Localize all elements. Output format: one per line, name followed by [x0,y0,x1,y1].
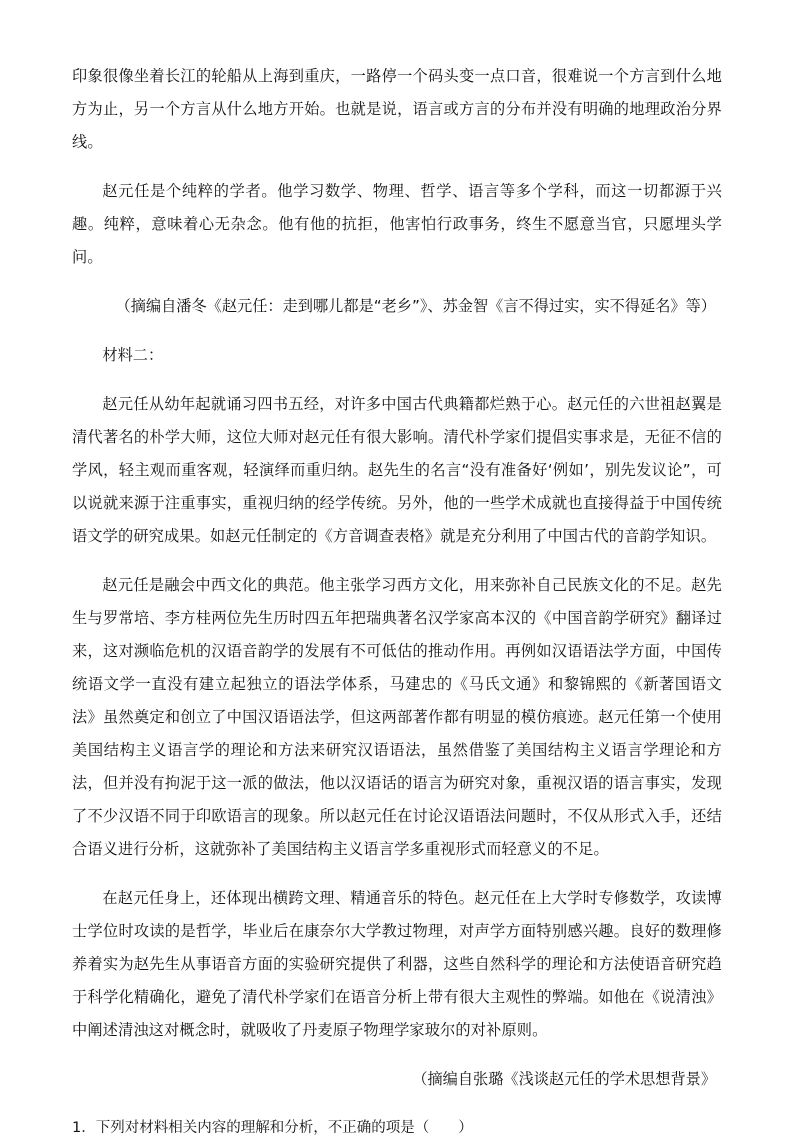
paragraph-science-and-music: 在赵元任身上，还体现出横跨文理、精通音乐的特色。赵元任在上大学时专修数学，攻读博士学位时攻读的是哲学，毕业后在康奈尔大学教过物理，对声学方面特别感兴趣。良好的数理修养着实为赵先生从事语音方面的实验研究提供了利器，这些自然科学的理论和方法使语音研究趋于科学化精确化，避免了清代朴学家们在语音分析上带有很大主观性的弊端。如他在《说清浊》中阐述清浊这对概念时，就吸收了丹麦原子物理学家玻尔的对补原则。 [72,889,722,1039]
source-citation-material1: （摘编自潘冬《赵元任：走到哪儿都是“老乡”》、苏金智《言不得过实，实不得延名》等） [115,297,716,315]
source-citation-material2: （摘编自张璐《浅谈赵元任的学术思想背景》 [412,1070,716,1088]
question-1-stem: 1．下列对材料相关内容的理解和分析，不正确的项是（ ） [72,1120,473,1136]
paragraph-east-west-fusion: 赵元任是融会中西文化的典范。他主张学习西方文化，用来弥补自己民族文化的不足。赵先生与罗常培、李方桂两位先生历时四五年把瑞典著名汉学家高本汉的《中国音韵学研究》翻译过来，这对濒临危机的汉语音韵学的发展有不可低估的推动作用。再例如汉语语法学方面，中国传统语文学一直没有建立起独立的语法学体系，马建忠的《马氏文通》和黎锦熙的《新著国语文法》虽然奠定和创立了中国汉语语法学，但这两部著作都有明显的模仿痕迹。赵元任第一个使用美国结构主义语言学的理论和方法来研究汉语语法，虽然借鉴了美国结构主义语言学理论和方法，但并没有拘泥于这一派的做法，他以汉语话的语言为研究对象，重视汉语的语言事实，发现了不少汉语不同于印欧语言的现象。所以赵元任在讨论汉语语法问题时，不仅从形式入手，还结合语义进行分析，这就弥补了美国结构主义语言学多重视形式而轻意义的不足。 [72,576,722,858]
paragraph-pure-scholar: 赵元任是个纯粹的学者。他学习数学、物理、哲学、语言等多个学科，而这一切都源于兴趣。纯粹，意味着心无杂念。他有他的抗拒，他害怕行政事务，终生不愿意当官，只愿埋头学问。 [72,182,722,266]
paragraph-classical-influence: 赵元任从幼年起就诵习四书五经，对许多中国古代典籍都烂熟于心。赵元任的六世祖赵翼是清代著名的朴学大师，这位大师对赵元任有很大影响。清代朴学家们提倡实事求是，无征不信的学风，轻主观而重客观，轻演绎而重归纳。赵先生的名言“没有准备好‘例如’，别先发议论”，可以说就来源于注重事实，重视归纳的经学传统。另外，他的一些学术成就也直接得益于中国传统语文学的研究成果。如赵元任制定的《方音调查表格》就是充分利用了中国古代的音韵学知识。 [72,395,722,545]
material2-heading: 材料二： [102,346,164,364]
document-page [72,60,722,1145]
paragraph-continued: 印象很像坐着长江的轮船从上海到重庆，一路停一个码头变一点口音，很难说一个方言到什么地方为止，另一个方言从什么地方开始。也就是说，语言或方言的分布并没有明确的地理政治分界线。 [72,67,722,151]
